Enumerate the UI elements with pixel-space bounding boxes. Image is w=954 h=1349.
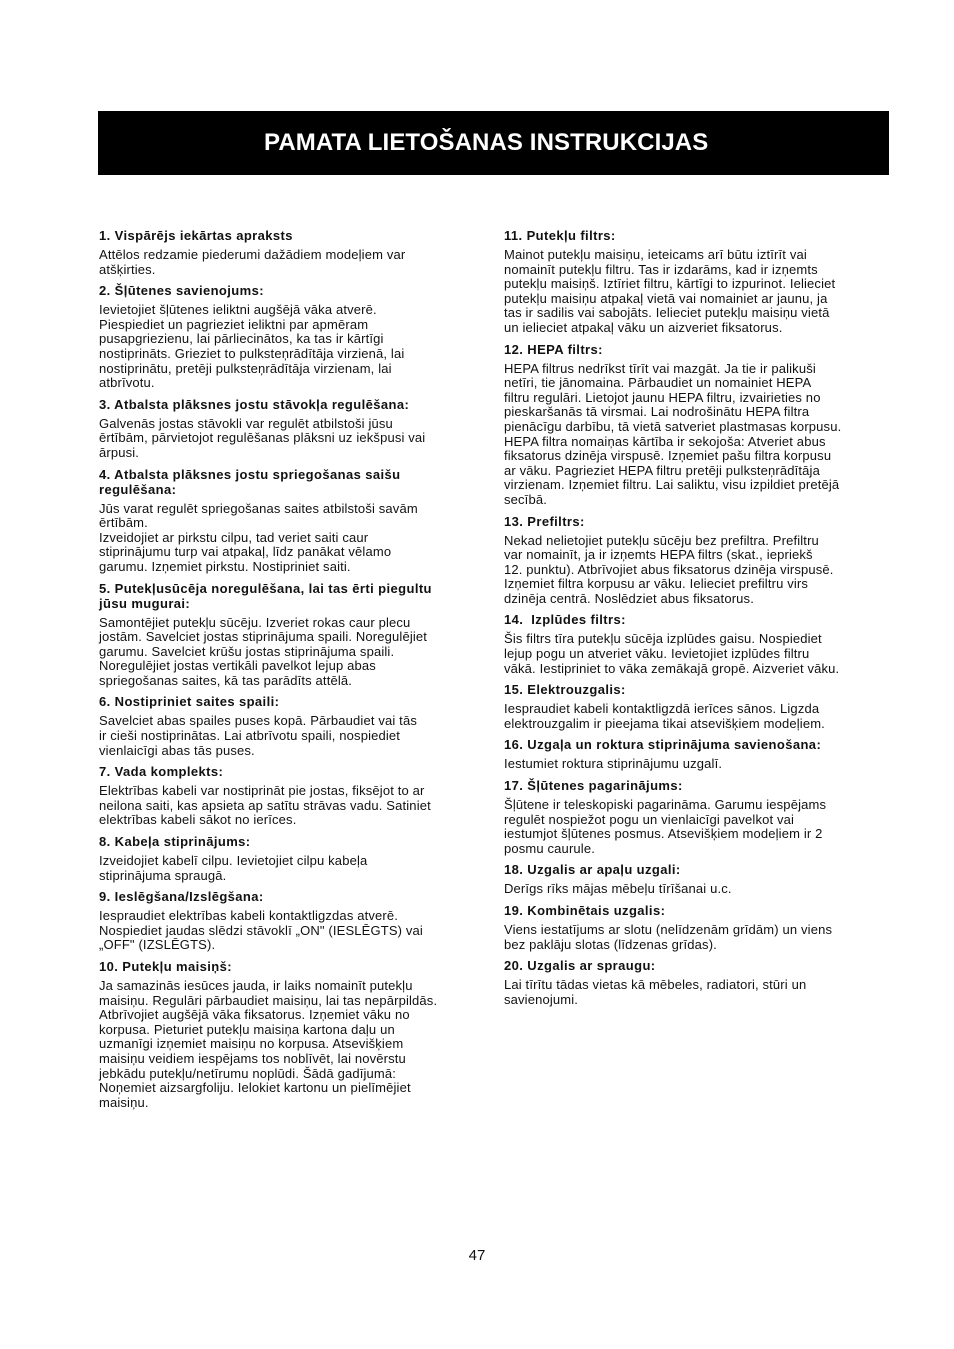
section-heading: 14. Izplūdes filtrs: (504, 612, 626, 628)
section-body: Samontējiet putekļu sūcēju. Izveriet rokas caur plecu jostām. Savelciet jostas stiprinājuma spaili. Noregulējiet garumu. Savelciet krūšu jostas stiprinājuma spaili. Noregulējiet jostas vertikāli pavelkot lejup abas spriegošanas saites, kā tas parādīts attēlā. (99, 614, 428, 688)
section-body: Šļūtene ir teleskopiski pagarināma. Garumu iespējams regulēt nospiežot pogu un vienlaicīgi pavelkot vai iestumjot šļūtenes posmus. Atsevišķiem modeļiem ir 2 posmu caurule. (504, 797, 827, 856)
section-body: Šis filtrs tīra putekļu sūcēja izplūdes gaisu. Nospiediet lejup pogu un atveriet vāku. Ievietojiet izplūdes filtru vākā. Iestipriniet to vāka zemākajā gropē. Aizveriet vāku. (504, 631, 840, 676)
section-heading: 18. Uzgalis ar apaļu uzgali: (504, 862, 681, 878)
section-body: Iestumiet roktura stiprinājumu uzgalī. (504, 756, 723, 772)
section-16 (504, 737, 889, 772)
section-body: Elektrības kabeli var nostiprināt pie jostas, fiksējot to ar neilona saiti, kas apsieta ap satītu strāvas vadu. Satiniet elektrības kabeli sākot no ierīces. (99, 783, 431, 828)
section-heading: 19. Kombinētais uzgalis: (504, 903, 666, 918)
section-heading: 8. Kabeļa stiprinājums: (99, 834, 251, 850)
section-2 (99, 283, 474, 391)
section-10 (99, 959, 474, 1110)
section-body: Jūs varat regulēt spriegošanas saites atbilstoši savām ērtībām. Izveidojiet ar pirkstu cilpu, tad veriet saiti caur stiprinājumu turp vai atpakaļ, līdz panākat vēlamo garumu. Izņemiet pirkstu. Nostipriniet saiti. (99, 500, 418, 574)
section-heading: 20. Uzgalis ar spraugu: (504, 958, 656, 974)
section-1 (99, 228, 474, 277)
section-body: Galvenās jostas stāvokli var regulēt atbilstoši jūsu ērtībām, pārvietojot regulēšanas plāksni uz iekšpusi vai ārpusi. (99, 415, 426, 460)
section-heading: 11. Putekļu filtrs: (504, 228, 616, 243)
section-9 (99, 889, 474, 953)
section-19 (504, 903, 889, 952)
section-heading: 15. Elektrouzgalis: (504, 682, 626, 698)
section-5 (99, 581, 474, 689)
section-body: Mainot putekļu maisiņu, ieteicams arī būtu iztīrīt vai nomainīt putekļu filtru. Tas ir izdarāms, kad ir izņemts putekļu maisiņš. Iztīriet filtru, kārtīgi to izpurinot. Ielieciet putekļu maisiņu atpakaļ vietā vai nomainiet ar jaunu, ja tas ir sadilis vai sabojāts. Ielieciet putekļu maisiņu vietā un ielieciet atpakaļ vāku un aizveriet fiksatorus. (504, 247, 836, 335)
section-heading: 4. Atbalsta plāksnes jostu spriegošanas saišu regulēšana: (99, 466, 401, 497)
section-body: Ievietojiet šļūtenes ieliktni augšējā vāka atverē. Piespiediet un pagrieziet ieliktni par apmēram pusapgriezienu, lai pārliecinātos, ka tas ir kārtīgi nostiprināts. Grieziet to pulksteņrādītāja virzienā, lai nostiprinātu, pretēji pulksteņrādītāja virzienam, lai atbrīvotu. (99, 302, 405, 391)
section-body: Iespraudiet kabeli kontaktligzdā ierīces sānos. Ligzda elektrouzgalim ir pieejama tikai atsevišķiem modeļiem. (504, 701, 825, 731)
section-17 (504, 778, 889, 856)
page-title-bar (98, 111, 889, 175)
section-heading: 12. HEPA filtrs: (504, 341, 603, 357)
section-heading: 17. Šļūtenes pagarinājums: (504, 778, 683, 794)
section-heading: 2. Šļūtenes savienojums: (99, 283, 264, 299)
section-3 (99, 397, 474, 461)
section-heading: 3. Atbalsta plāksnes jostu stāvokļa regulēšana: (99, 396, 410, 412)
section-body: Attēlos redzamie piederumi dažādiem modeļiem var atšķirties. (99, 247, 406, 277)
section-20 (504, 958, 889, 1007)
section-body: Viens iestatījums ar slotu (nelīdzenām grīdām) un viens bez paklāju slotas (līdzenas grīdas). (504, 922, 833, 952)
left-column (99, 228, 474, 1116)
section-6 (99, 694, 474, 758)
section-heading: 7. Vada komplekts: (99, 764, 224, 780)
page-number: 47 (468, 1247, 486, 1264)
section-14 (504, 612, 889, 676)
section-heading: 10. Putekļu maisiņš: (99, 959, 232, 974)
section-heading: 6. Nostipriniet saites spaili: (99, 694, 280, 710)
section-4 (99, 467, 474, 575)
section-15 (504, 682, 889, 731)
section-18 (504, 862, 889, 897)
section-heading: 5. Putekļusūcēja noregulēšana, lai tas ērti piegultu jūsu mugurai: (99, 580, 432, 611)
section-12 (504, 342, 889, 508)
page-title: PAMATA LIETOŠANAS INSTRUKCIJAS (264, 129, 709, 156)
section-body: Lai tīrītu tādas vietas kā mēbeles, radiatori, stūri un savienojumi. (504, 977, 807, 1007)
section-8 (99, 834, 474, 883)
section-body: Savelciet abas spailes puses kopā. Pārbaudiet vai tās ir cieši nostiprinātas. Lai atbrīvotu spaili, nospiediet vienlaicīgi abas tās puses. (99, 713, 417, 758)
section-body: Nekad nelietojiet putekļu sūcēju bez prefiltra. Prefiltru var nomainīt, ja ir izņemts HEPA filtrs (skat., iepriekš 12. punktu). Atbrīvojiet abus fiksatorus dzinēja virspusē. Izņemiet filtra korpusu ar vāku. Ielieciet prefiltru virs dzinēja centrā. Noslēdziet abus fiksatorus. (504, 532, 834, 606)
section-body: HEPA filtrus nedrīkst tīrīt vai mazgāt. Ja tie ir palikuši netīri, tie jānomaina. Pārbaudiet un nomainiet HEPA filtru regulāri. Lietojot jaunu HEPA filtru, izvairieties no pieskaršanās tā virsmai. Lai nodrošinātu HEPA filtra pienācīgu darbību, tā vietā satveriet plastmasas korpusu. HEPA filtra nomaiņas kārtība ir sekojoša: Atveriet abus fiksatorus dzinēja virspusē. Izņemiet pašu filtra korpusu ar vāku. Pagrieziet HEPA filtru pretēji pulksteņrādītāja virzienam. Izņemiet filtru. Lai saliktu, visu izpildiet pretējā secībā. (504, 360, 842, 507)
section-heading: 13. Prefiltrs: (504, 513, 585, 529)
section-body: Derīgs rīks mājas mēbeļu tīrīšanai u.c. (504, 881, 732, 897)
section-heading: 1. Vispārējs iekārtas apraksts (99, 228, 293, 243)
section-heading: 9. Ieslēgšana/Izslēgšana: (99, 889, 264, 905)
section-13 (504, 514, 889, 607)
right-column (504, 228, 889, 1013)
section-7 (99, 764, 474, 828)
section-body: Iespraudiet elektrības kabeli kontaktligzdas atverē. Nospiediet jaudas slēdzi stāvoklī „ON" (IESLĒGTS) vai „OFF" (IZSLĒGTS). (99, 908, 423, 953)
section-heading: 16. Uzgaļa un roktura stiprinājuma savienošana: (504, 737, 822, 753)
section-body: Ja samazinās iesūces jauda, ir laiks nomainīt putekļu maisiņu. Regulāri pārbaudiet maisiņu, lai tas nepārpildās. Atbrīvojiet augšējā vāka fiksatorus. Izņemiet vāku no korpusa. Pieturiet putekļu maisiņa kartona daļu un uzmanīgi izņemiet maisiņu no korpusa. Atsevišķiem maisiņu veidiem iespējams tos noblīvēt, lai novērstu jebkādu putekļu/netīrumu noplūdi. Šādā gadījumā: Noņemiet aizsargfoliju. Ielokiet kartonu un pielīmējiet maisiņu. (99, 978, 438, 1110)
section-11 (504, 228, 889, 336)
section-body: Izveidojiet kabelī cilpu. Ievietojiet cilpu kabeļa stiprinājuma spraugā. (99, 853, 368, 883)
